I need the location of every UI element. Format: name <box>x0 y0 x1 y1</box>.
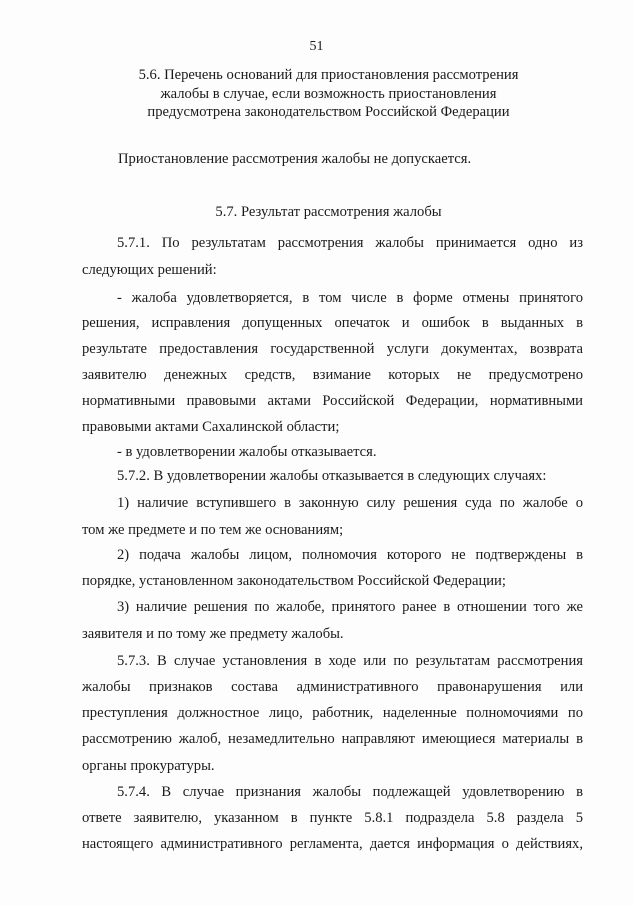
paragraph-line: - в удовлетворении жалобы отказывается. <box>117 444 377 460</box>
paragraph-line: заявителя и по тому же предмету жалобы. <box>82 626 344 642</box>
paragraph-line: настоящего административного регламента, дается информация о действиях, <box>82 836 583 852</box>
page-number: 51 <box>309 39 324 54</box>
paragraph-line: 5.7.3. В случае установления в ходе или по результатам рассмотрения <box>117 653 583 669</box>
section-5-6-heading-line-1: 5.6. Перечень оснований для приостановления рассмотрения <box>138 67 519 83</box>
paragraph-line: решения, исправления допущенных опечаток и ошибок в выданных в <box>82 315 583 331</box>
paragraph-line: нормативными правовыми актами Российской Федерации, нормативными <box>82 393 583 409</box>
section-5-6-body: Приостановление рассмотрения жалобы не допускается. <box>118 151 472 167</box>
paragraph-line: том же предмете и по тем же основаниям; <box>82 522 344 538</box>
paragraph-line: правовыми актами Сахалинской области; <box>82 419 340 435</box>
paragraph-line: 5.7.2. В удовлетворении жалобы отказывается в следующих случаях: <box>117 468 547 484</box>
section-5-6-heading-line-2: жалобы в случае, если возможность приостановления <box>160 86 497 102</box>
paragraph-line: 2) подача жалобы лицом, полномочия которого не подтверждены в <box>117 547 583 563</box>
paragraph-line: преступления должностное лицо, работник, наделенные полномочиями по <box>82 705 583 721</box>
paragraph-line: жалобы признаков состава административного правонарушения или <box>82 679 583 695</box>
paragraph-line: ответе заявителю, указанном в пункте 5.8.1 подраздела 5.8 раздела 5 <box>82 810 583 826</box>
paragraph-line: 5.7.4. В случае признания жалобы подлежащей удовлетворению в <box>117 784 583 800</box>
section-5-6-heading-line-3: предусмотрена законодательством Российской Федерации <box>147 104 510 120</box>
section-5-7-heading: 5.7. Результат рассмотрения жалобы <box>215 204 442 220</box>
paragraph-line: 5.7.1. По результатам рассмотрения жалобы принимается одно из <box>117 235 583 251</box>
paragraph-line: 3) наличие решения по жалобе, принятого ранее в отношении того же <box>117 599 583 615</box>
paragraph-line: органы прокуратуры. <box>82 758 215 774</box>
paragraph-line: порядке, установленном законодательством Российской Федерации; <box>82 573 506 589</box>
paragraph-line: результате предоставления государственной услуги документах, возврата <box>82 341 583 357</box>
paragraph-line: следующих решений: <box>82 262 217 278</box>
paragraph-line: - жалоба удовлетворяется, в том числе в форме отмены принятого <box>117 290 583 306</box>
paragraph-line: 1) наличие вступившего в законную силу решения суда по жалобе о <box>117 495 583 511</box>
paragraph-line: заявителю денежных средств, взимание которых не предусмотрено <box>82 367 583 383</box>
paragraph-line: рассмотрению жалоб, незамедлительно направляют имеющиеся материалы в <box>82 731 583 747</box>
